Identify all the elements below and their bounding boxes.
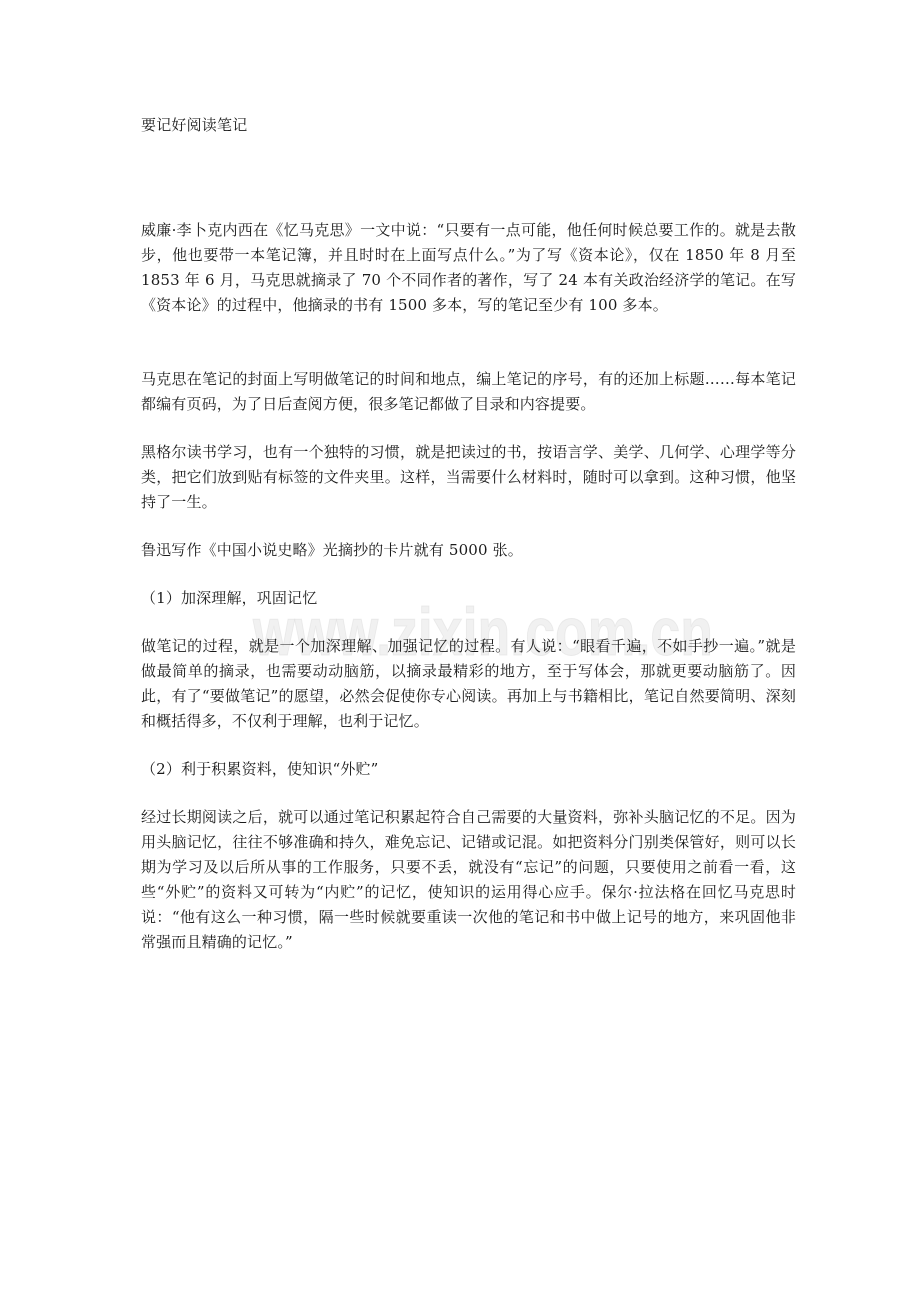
section-body-1: 做笔记的过程，就是一个加深理解、加强记忆的过程。有人说：“眼看千遍，不如手抄一遍。”就是做最简单的摘录，也需要动动脑筋，以摘录最精彩的地方，至于写体会，那就更要动脑筋了。因此，有了“要做笔记”的愿望，必然会促使你专心阅读。再加上与书籍相比，笔记自然要简明、深刻和概括得多，不仅利于理解，也利于记忆。 (141, 637, 796, 730)
section-body-2: 经过长期阅读之后，就可以通过笔记积累起符合自己需要的大量资料，弥补头脑记忆的不足。因为用头脑记忆，往往不够准确和持久，难免忘记、记错或记混。如把资料分门别类保管好，则可以长期为学习及以后所从事的工作服务，只要不丢，就没有“忘记”的问题，只要使用之前看一看，这些“外贮”的资料又可转为“内贮”的记忆，使知识的运用得心应手。保尔·拉法格在回忆马克思时说：“他有这么一种习惯，隔一些时候就要重读一次他的笔记和书中做上记号的地方，来巩固他非常强而且精确的记忆。” (141, 808, 796, 951)
section-heading-2: （2）利于积累资料，使知识“外贮” (141, 760, 379, 778)
watermark-text: www.zixin.com.cn (252, 594, 713, 670)
section-heading-1: （1）加深理解，巩固记忆 (141, 589, 318, 607)
paragraph-luxun: 鲁迅写作《中国小说史略》光摘抄的卡片就有 5000 张。 (141, 541, 523, 559)
paragraph-marx-cover: 马克思在笔记的封面上写明做笔记的时间和地点，编上笔记的序号，有的还加上标题……每本笔记都编有页码，为了日后查阅方便，很多笔记都做了目录和内容提要。 (141, 370, 796, 413)
document-title: 要记好阅读笔记 (141, 116, 248, 134)
paragraph-marx-notes: 威廉·李卜克内西在《忆马克思》一文中说：“只要有一点可能，他任何时候总要工作的。就是去散步，他也要带一本笔记簿，并且时时在上面写点什么。”为了写《资本论》，仅在 1850 年 8 月至 1853 年 6 月，马克思就摘录了 70 个不同作者的著作，写了 24 本有关政治经济学的笔记。在写《资本论》的过程中，他摘录的书有 1500 多本，写的笔记至少有 100 多本。 (141, 221, 796, 314)
paragraph-hegel: 黑格尔读书学习，也有一个独特的习惯，就是把读过的书，按语言学、美学、几何学、心理学等分类，把它们放到贴有标签的文件夹里。这样，当需要什么材料时，随时可以拿到。这种习惯，他坚持了一生。 (141, 443, 796, 511)
document-body (141, 110, 796, 955)
